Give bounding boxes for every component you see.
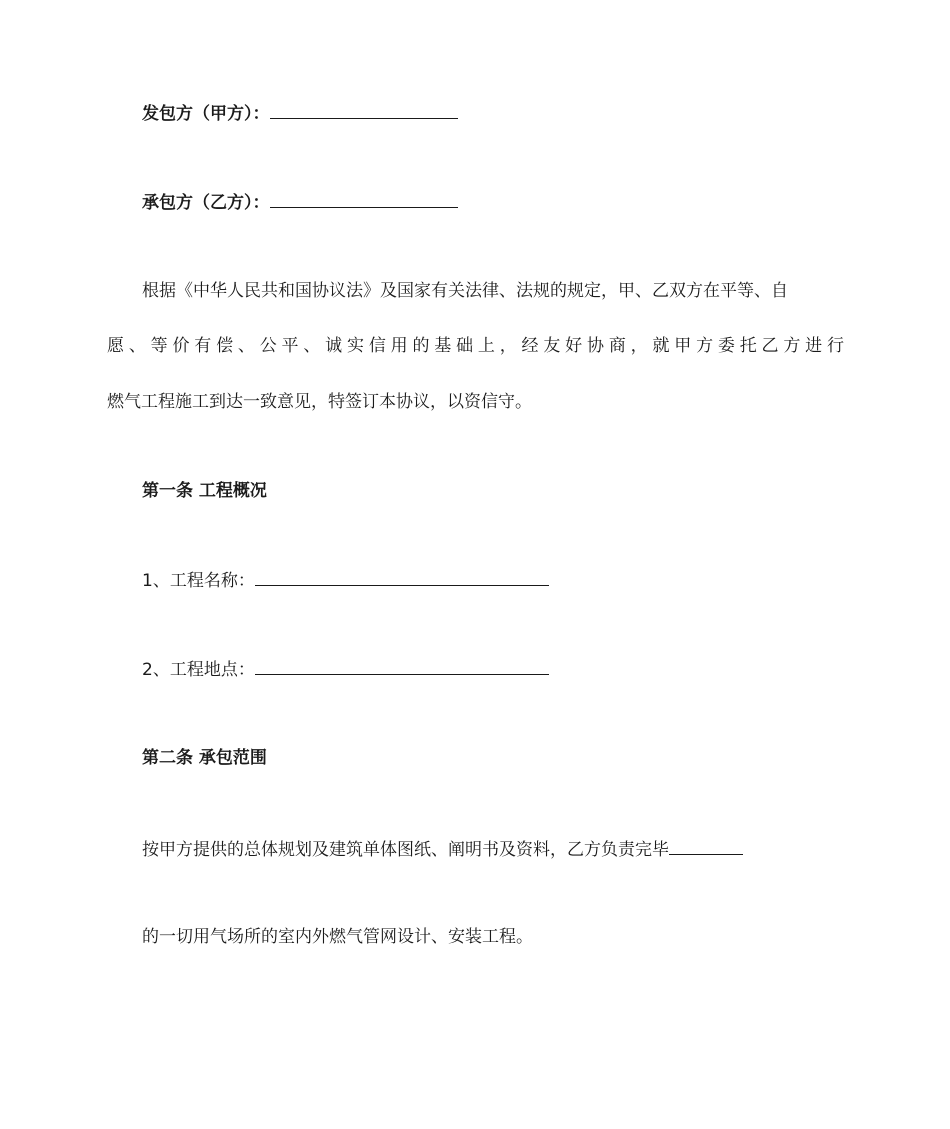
- party-b-label: 承包方（乙方）：: [142, 193, 270, 213]
- project-name-line: [142, 567, 549, 593]
- party-b-blank[interactable]: [270, 189, 458, 208]
- party-a-blank[interactable]: [270, 100, 458, 119]
- project-name-blank[interactable]: [255, 567, 549, 586]
- preamble-paragraph: [107, 279, 844, 419]
- project-location-label: 2、工程地点：: [142, 660, 255, 680]
- scope-line-1: [142, 836, 743, 862]
- preamble-line-1: 根据《中华人民共和国协议法》及国家有关法律、法规的规定，甲、乙双方在平等、自: [142, 281, 788, 301]
- scope-line-2: 的一切用气场所的室内外燃气管网设计、安装工程。: [142, 927, 533, 947]
- preamble-line-2: 愿、等价有偿、公平、诚实信用的基础上，经友好协商，就甲方委托乙方进行: [107, 336, 844, 356]
- article-2-heading: 第二条 承包范围: [142, 748, 267, 768]
- party-a-label: 发包方（甲方）：: [142, 104, 270, 124]
- article-1-heading: 第一条 工程概况: [142, 481, 267, 501]
- project-name-label: 1、工程名称：: [142, 571, 255, 591]
- project-location-blank[interactable]: [255, 656, 549, 675]
- party-a-line: [142, 100, 458, 126]
- scope-blank[interactable]: [669, 836, 743, 855]
- scope-text-1: 按甲方提供的总体规划及建筑单体图纸、阐明书及资料，乙方负责完毕: [142, 840, 669, 860]
- preamble-line-3: 燃气工程施工到达一致意见，特签订本协议，以资信守。: [107, 392, 532, 412]
- project-location-line: [142, 656, 549, 682]
- party-b-line: [142, 189, 458, 215]
